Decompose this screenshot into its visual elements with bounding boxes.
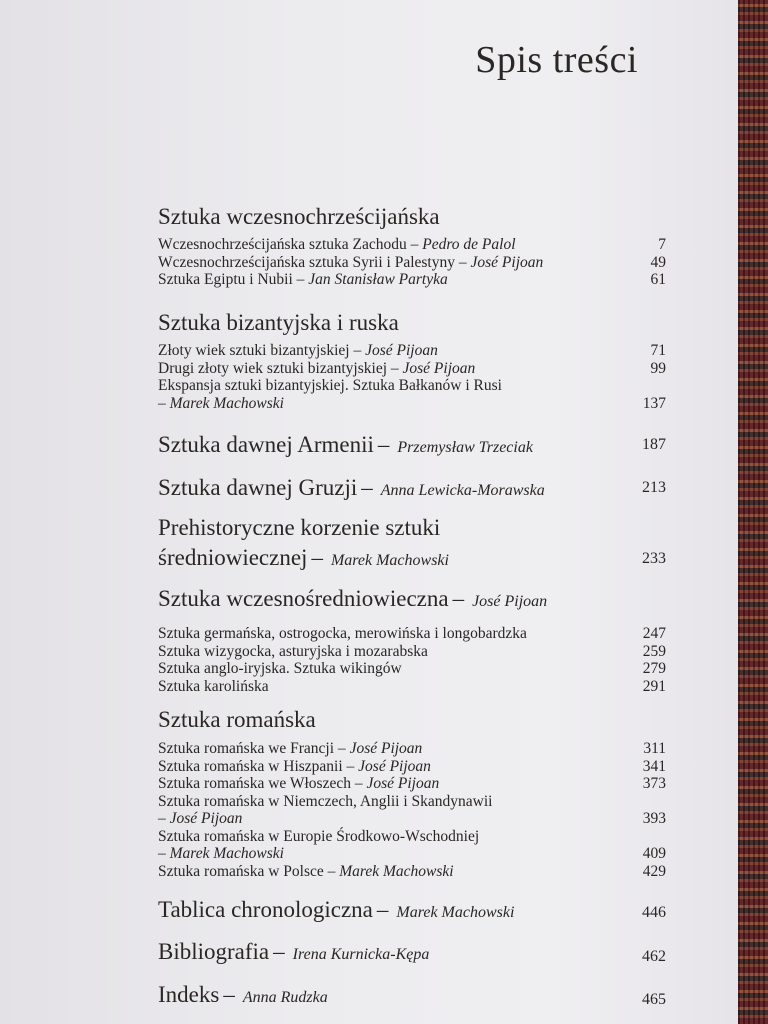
entry-title: Sztuka romańska w Polsce – (158, 862, 340, 880)
entry-page: 393 (642, 810, 666, 827)
entry-title: Sztuka romańska w Niemczech, Anglii i Skandynawii (158, 792, 493, 810)
entry-page: 279 (642, 660, 666, 677)
toc-entry (158, 863, 666, 881)
entry-dash: – (158, 845, 170, 862)
entry-author: José Pijoan (358, 757, 431, 775)
toc-entry (158, 254, 666, 272)
section-author: Marek Machowski (330, 552, 449, 569)
toc-entry (158, 758, 666, 776)
section-page: 446 (642, 904, 666, 921)
entry-title: Sztuka romańska w Hiszpanii – (158, 757, 359, 775)
entry-author: Marek Machowski (169, 845, 284, 862)
section-title: Sztuka dawnej Gruzji (158, 475, 358, 500)
entry-page: 71 (650, 342, 666, 359)
entry-page: 341 (642, 757, 666, 775)
entry-title: Drugi złoty wiek sztuki bizantyjskiej – (158, 359, 403, 377)
section-title: Sztuka romańska (158, 707, 316, 732)
section-title: Sztuka dawnej Armenii (158, 432, 374, 457)
toc-entry (158, 775, 666, 793)
section-title: Bibliografia (158, 939, 270, 964)
section-title-cont: średniowiecznej (158, 545, 308, 570)
entry-dash: – (158, 394, 170, 412)
section-title: Tablica chronologiczna (158, 897, 373, 922)
entry-page: 259 (642, 642, 666, 660)
section-title: Prehistoryczne korzenie sztuki (158, 515, 441, 540)
toc-entry (158, 236, 666, 254)
section-author: José Pijoan (472, 593, 548, 610)
entry-title: Sztuka germańska, ostrogocka, merowińska i longobardzka (158, 625, 527, 642)
entry-page: 247 (642, 625, 666, 642)
entry-title: Sztuka anglo-iryjska. Sztuka wikingów (158, 660, 402, 677)
toc-section: Prehistoryczne korzenie sztuki średniowiecznej – Marek Machowski 233 (158, 515, 666, 570)
toc-entry (158, 793, 666, 828)
entry-author: José Pijoan (349, 740, 423, 757)
entry-author: José Pijoan (366, 775, 440, 792)
entry-page: 49 (650, 253, 666, 271)
entry-author: José Pijoan (365, 342, 438, 359)
toc-section (158, 705, 666, 880)
toc-entry (158, 625, 666, 643)
section-author: Anna Lewicka-Morawska (380, 482, 545, 499)
toc-section: Tablica chronologiczna – Marek Machowski 446 (158, 897, 666, 922)
toc-entry (158, 828, 666, 863)
toc-entry (158, 271, 666, 289)
entry-page: 373 (642, 775, 666, 792)
entry-author: Pedro de Palol (422, 236, 516, 253)
section-title: Sztuka wczesnochrześcijańska (158, 204, 440, 229)
section-page: 213 (642, 479, 666, 496)
toc-entry (158, 660, 666, 678)
toc-section: Sztuka wczesnośredniowieczna – José Pijoan Sztuka germańska, ostrogocka, merowińska i longobardzka 247 Sztuka wizygocka, asturyjska i mozarabska 259 Sztuka anglo-iryjska. Sztuka wikingów 279 Sztuka karolińska 291 (158, 586, 666, 695)
entry-author: Jan Stanisław Partyka (308, 271, 448, 288)
toc-section (158, 202, 666, 289)
entry-title: Wczesnochrześcijańska sztuka Zachodu – (158, 236, 423, 253)
section-page: 462 (642, 948, 666, 965)
entry-author: Marek Machowski (169, 394, 284, 412)
toc-section: Bibliografia – Irena Kurnicka-Kępa 462 (158, 939, 666, 965)
entry-title: Sztuka Egiptu i Nubii – (158, 271, 309, 288)
section-title: Sztuka bizantyjska i ruska (158, 310, 399, 335)
entry-author: Marek Machowski (339, 862, 454, 880)
toc-entry (158, 678, 666, 696)
section-title: Indeks (158, 982, 220, 1007)
entry-page: 409 (642, 845, 666, 862)
entry-title: Wczesnochrześcijańska sztuka Syrii i Palestyny – (158, 253, 471, 271)
toc-section: Sztuka dawnej Gruzji – Anna Lewicka-Morawska 213 (158, 475, 666, 500)
toc-entry (158, 360, 666, 378)
section-page: 465 (642, 991, 666, 1008)
toc-entry (158, 342, 666, 360)
section-author: Przemysław Trzeciak (397, 439, 533, 456)
entry-title: Sztuka romańska w Europie Środkowo-Wschodniej (158, 827, 480, 845)
section-page: 187 (642, 436, 666, 453)
entry-author: José Pijoan (169, 810, 243, 827)
entry-title: Sztuka wizygocka, asturyjska i mozarabska (158, 642, 428, 660)
fabric-background (738, 0, 768, 1024)
toc-section: Indeks – Anna Rudzka 465 (158, 982, 666, 1008)
toc-section: Sztuka dawnej Armenii – Przemysław Trzeciak 187 (158, 432, 666, 457)
entry-page: 61 (650, 271, 666, 288)
toc-entry (158, 740, 666, 758)
section-author: Irena Kurnicka-Kępa (292, 946, 430, 963)
entry-author: José Pijoan (402, 359, 476, 377)
entry-dash: – (158, 810, 170, 827)
entry-author: José Pijoan (470, 253, 544, 271)
section-title: Sztuka wczesnośredniowieczna (158, 586, 449, 611)
entry-page: 311 (643, 740, 666, 757)
toc-entry (158, 377, 666, 412)
entry-page: 99 (650, 359, 666, 377)
entry-title: Złoty wiek sztuki bizantyjskiej – (158, 342, 366, 359)
entry-title: Sztuka romańska we Francji – (158, 740, 350, 757)
section-author: Anna Rudzka (242, 989, 328, 1006)
toc-section (158, 308, 666, 412)
entry-page: 429 (642, 862, 666, 880)
entry-title: Sztuka romańska we Włoszech – (158, 775, 367, 792)
toc-entry (158, 643, 666, 661)
entry-page: 291 (642, 677, 666, 695)
entry-page: 7 (658, 236, 666, 253)
page-title: Spis treści (475, 39, 638, 81)
entry-title: Sztuka karolińska (158, 677, 269, 695)
entry-page: 137 (642, 394, 666, 412)
entry-title: Ekspansja sztuki bizantyjskiej. Sztuka Bałkanów i Rusi (158, 377, 502, 394)
section-page: 233 (642, 550, 666, 567)
section-author: Marek Machowski (396, 904, 515, 921)
